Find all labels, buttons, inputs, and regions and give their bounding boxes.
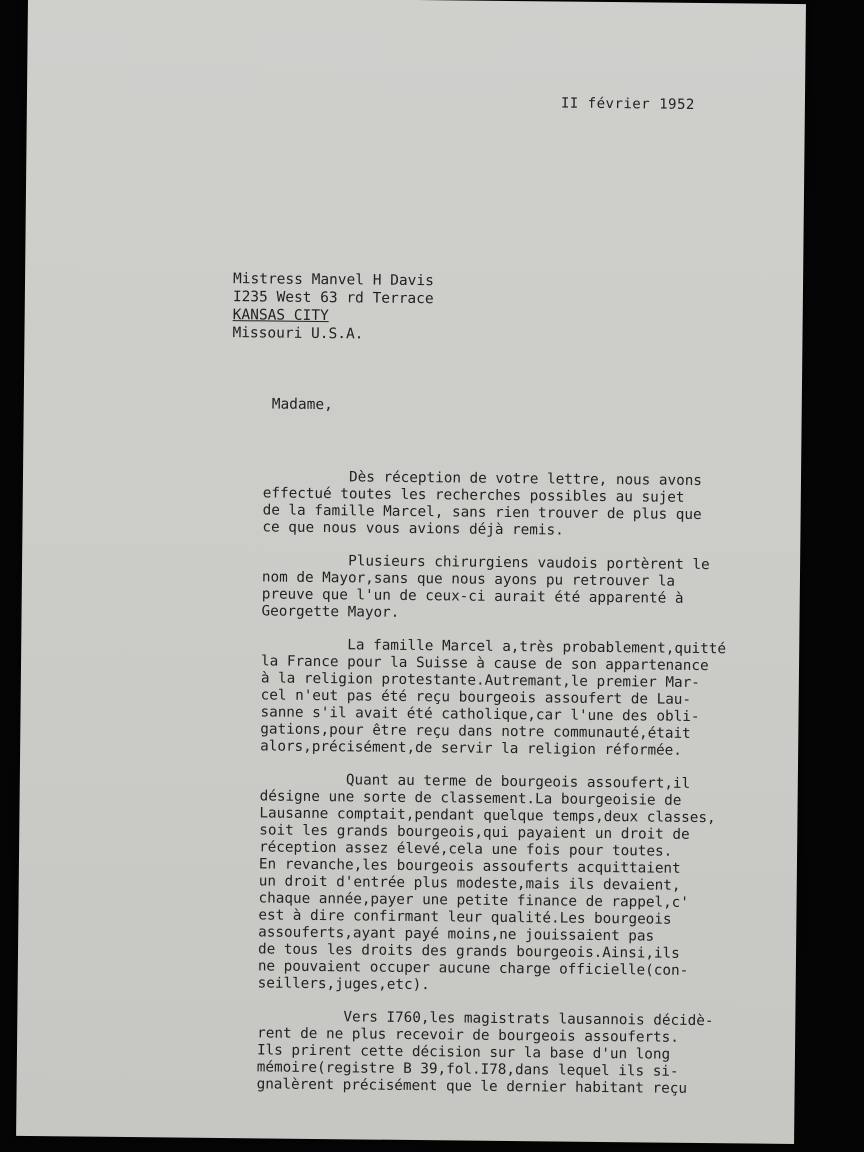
address-line-name: Mistress Manvel H Davis xyxy=(232,271,434,290)
paragraph-surgeons: Plusieurs chirurgiens vaudois portèrent le nom de Mayor,sans que nous ayons pu retrouver la preuve que l'un de ceux-ci aurait été apparenté à Georgette Mayor. xyxy=(261,552,710,621)
address-line-city: KANSAS CITY xyxy=(232,307,329,325)
letter-page xyxy=(16,0,806,1144)
paragraph-bourgeois-term: Quant au terme de bourgeois assoufert,il désigne une sorte de classement.La bourgeoisie de Lausanne comptait,pendant quelque temps,deux classes, soit les grands bourgeois,qui payaient un droit de réception assez élevé,cela une fois pour toutes. En revanche,les bourgeois assouferts acquittaient un droit d'entrée plus modeste,mais ils devaient, chaque année,payer une petite finance de rappel,c' est à dire confirmant leur qualité.Les bourgeois assouferts,ayant payé moins,ne jouissaient pas de tous les droits des grands bourgeois.Ainsi,ils ne pouvaient occuper aucune charge officielle(con- seillers,juges,etc). xyxy=(257,771,716,994)
recipient-address xyxy=(232,270,434,344)
paragraph-magistrates: Vers I760,les magistrats lausannois décidè- rent de ne plus recevoir de bourgeois assouferts. Ils prirent cette décision sur la base d'un long mémoire(registre B 39,fol.I78,dans lequel ils si- gnalèrent précisément que le dernier habitant reçu xyxy=(256,1008,714,1097)
paragraph-family-origin: La famille Marcel a,très probablement,quitté la France pour la Suisse à cause de son appartenance à la religion protestante.Autremant,le premier Mar- cel n'eut pas été reçu bourgeois assoufert de Lau- sanne s'il avait été catholique,car l'une des obli- gations,pour être reçu dans notre communauté,était alors,précisément,de servir la religion réformée. xyxy=(260,636,727,759)
letter-date: II février 1952 xyxy=(560,95,695,113)
salutation: Madame, xyxy=(271,396,333,414)
address-line-state-country: Missouri U.S.A. xyxy=(232,325,364,343)
letter-body xyxy=(256,468,793,1115)
address-line-street: I235 West 63 rd Terrace xyxy=(232,289,434,308)
paragraph-reception: Dès réception de votre lettre, nous avons effectué toutes les recherches possibles au sujet de la famille Marcel, sans rien trouver de plus que ce que nous vous avions déjà remis. xyxy=(262,468,703,539)
